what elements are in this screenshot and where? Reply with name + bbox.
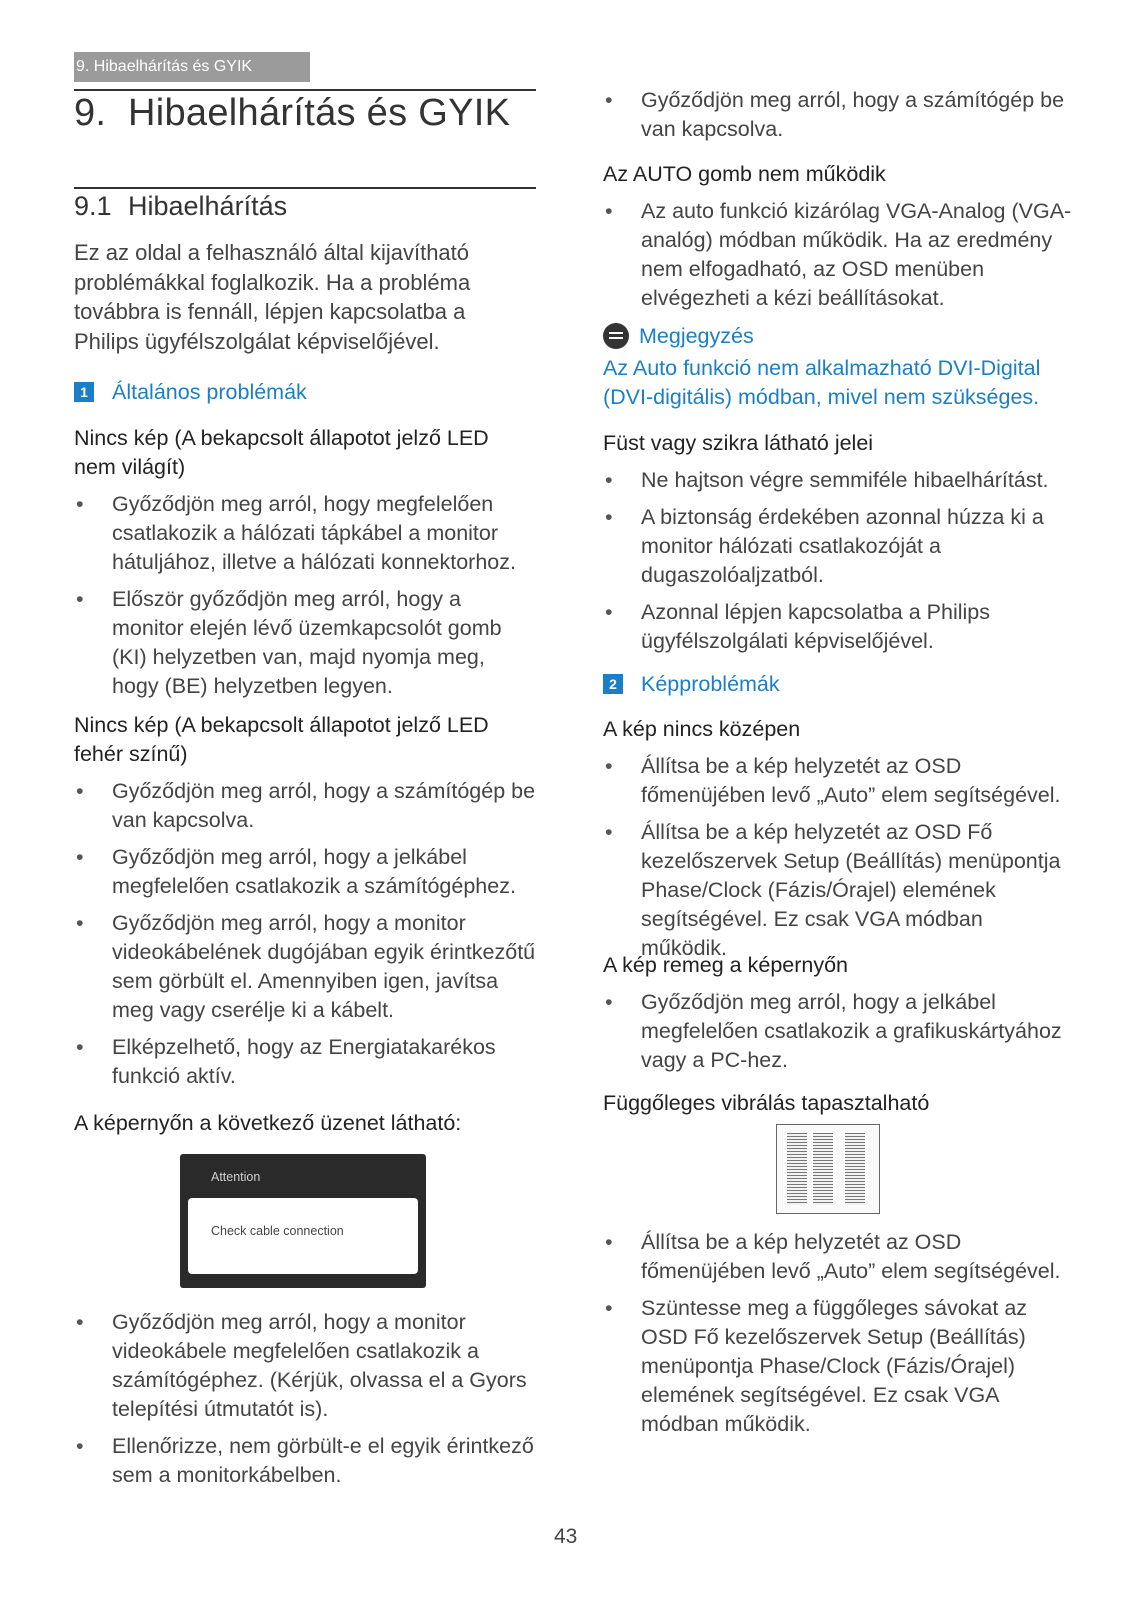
list-item: • Az auto funkció kizárólag VGA-Analog (VGA-analóg) módban működik. Ha az eredmény nem elfogadható, az OSD menüben elvégezheti a kézi beállításokat. (603, 197, 1073, 313)
running-header-tag: 9. Hibaelhárítás és GYIK (74, 52, 310, 82)
note-heading (603, 322, 1073, 350)
list-item: • A biztonság érdekében azonnal húzza ki a monitor hálózati csatlakozóját a dugaszolóaljzatból. (603, 503, 1073, 590)
vertical-flicker-illustration (776, 1124, 880, 1214)
list-item: • Ellenőrizze, nem görbült-e el egyik érintkező sem a monitorkábelben. (74, 1432, 536, 1490)
not-centered-list (603, 752, 1073, 963)
vertical-title: Függőleges vibrálás tapasztalható (603, 1091, 930, 1115)
intro-block (74, 238, 536, 356)
list-item: • Győződjön meg arról, hogy a jelkábel megfelelően csatlakozik a számítógéphez. (74, 843, 536, 901)
vertical-list (603, 1228, 1073, 1439)
message-title: A képernyőn a következő üzenet látható: (74, 1111, 462, 1135)
general-problems-title: Általános problémák (112, 380, 307, 404)
smoke-title: Füst vagy szikra látható jelei (603, 431, 874, 455)
page-number: 43 (554, 1525, 578, 1548)
note-title: Megjegyzés (639, 324, 754, 348)
auto-title: Az AUTO gomb nem működik (603, 162, 886, 186)
attention-title: Attention (211, 1170, 261, 1184)
attention-message-illustration (180, 1154, 426, 1288)
section-rule (74, 187, 536, 189)
right-top-block (603, 86, 1073, 152)
stripe-column (787, 1133, 807, 1205)
list-item: • Ne hajtson végre semmiféle hibaelhárítást. (603, 466, 1073, 495)
list-item: • Győződjön meg arról, hogy megfelelően csatlakozik a hálózati tápkábel a monitor hátuljához, illetve a hálózati konnektorhoz. (74, 490, 536, 577)
auto-block (603, 160, 1073, 321)
note-text: Az Auto funkció nem alkalmazható DVI-Digital (DVI-digitális) módban, mivel nem szükséges. (603, 356, 1041, 409)
general-section (74, 378, 536, 406)
noimage-led-white-list (74, 777, 536, 1091)
section-number: 9.1 (74, 191, 112, 221)
auto-list (603, 197, 1073, 313)
general-problems-heading (74, 378, 536, 406)
stripe-column (845, 1133, 865, 1205)
attention-message-text: Check cable connection (211, 1224, 344, 1238)
note-block (603, 322, 1073, 412)
vertical-list-block (603, 1228, 1073, 1447)
shaking-block (603, 951, 1073, 1083)
list-item: • Állítsa be a kép helyzetét az OSD Fő kezelőszervek Setup (Beállítás) menüpontja Phase/Clock (Fázis/Órajel) elemének segítségével. Ez csak VGA módban működik. (603, 818, 1073, 963)
smoke-list (603, 466, 1073, 656)
image-problems-heading (603, 670, 1073, 698)
noimage-led-white-title: Nincs kép (A bekapcsolt állapotot jelző LED fehér színű) (74, 713, 489, 766)
noimage-led-off-title: Nincs kép (A bekapcsolt állapotot jelző LED nem világít) (74, 426, 489, 479)
list-item: • Elképzelhető, hogy az Energiatakarékos funkció aktív. (74, 1033, 536, 1091)
not-centered-title: A kép nincs középen (603, 717, 801, 741)
message-list-block (74, 1308, 536, 1498)
list-item: • Azonnal lépjen kapcsolatba a Philips ügyfélszolgálati képviselőjével. (603, 598, 1073, 656)
list-item: • Győződjön meg arról, hogy a monitor videokábele megfelelően csatlakozik a számítógéphez. (Kérjük, olvassa el a Gyors telepítési útmutatót is). (74, 1308, 536, 1424)
attention-message-panel (188, 1198, 418, 1274)
list-item: • Győződjön meg arról, hogy a számítógép be van kapcsolva. (603, 86, 1073, 144)
note-icon (603, 323, 629, 349)
list-item: • Először győződjön meg arról, hogy a monitor elején lévő üzemkapcsolót gomb (KI) helyzetben van, majd nyomja meg, hogy (BE) helyzetben legyen. (74, 585, 536, 701)
section-badge-1: 1 (74, 382, 94, 402)
message-list (74, 1308, 536, 1490)
image-problems-title: Képproblémák (641, 672, 780, 696)
smoke-block (603, 429, 1073, 664)
noimage-led-off (74, 424, 536, 709)
shaking-list (603, 988, 1073, 1075)
list-item: • Szüntesse meg a függőleges sávokat az OSD Fő kezelőszervek Setup (Beállítás) menüpontja Phase/Clock (Fázis/Órajel) elemének segítségével. Ez csak VGA módban működik. (603, 1294, 1073, 1439)
image-problems-section (603, 670, 1073, 698)
chapter-rule (74, 89, 536, 91)
chapter-number: 9. (74, 92, 107, 134)
noimage-led-off-list (74, 490, 536, 701)
section-title (74, 191, 287, 222)
message-heading-block (74, 1109, 536, 1138)
list-item: • Győződjön meg arról, hogy a számítógép be van kapcsolva. (74, 777, 536, 835)
noimage-led-white (74, 711, 536, 1099)
not-centered-block (603, 715, 1073, 971)
section-title-text: Hibaelhárítás (128, 191, 288, 221)
stripe-column (813, 1133, 833, 1205)
vertical-heading-block (603, 1089, 1073, 1118)
list-item: • Győződjön meg arról, hogy a jelkábel megfelelően csatlakozik a grafikuskártyához vagy a PC-hez. (603, 988, 1073, 1075)
intro-paragraph: Ez az oldal a felhasználó által kijavítható problémákkal foglalkozik. Ha a probléma továbbra is fennáll, lépjen kapcsolatba a Philips ügyfélszolgálat képviselőjével. (74, 240, 471, 354)
list-item: • Győződjön meg arról, hogy a monitor videokábelének dugójában egyik érintkezőtű sem görbült el. Amennyiben igen, javítsa meg vagy cserélje ki a kábelt. (74, 909, 536, 1025)
shaking-title: A kép remeg a képernyőn (603, 953, 849, 977)
right-top-list (603, 86, 1073, 144)
list-item: • Állítsa be a kép helyzetét az OSD főmenüjében levő „Auto” elem segítségével. (603, 1228, 1073, 1286)
chapter-title (74, 92, 510, 135)
chapter-title-text: Hibaelhárítás és GYIK (128, 92, 511, 134)
section-badge-2: 2 (603, 674, 623, 694)
list-item: • Állítsa be a kép helyzetét az OSD főmenüjében levő „Auto” elem segítségével. (603, 752, 1073, 810)
